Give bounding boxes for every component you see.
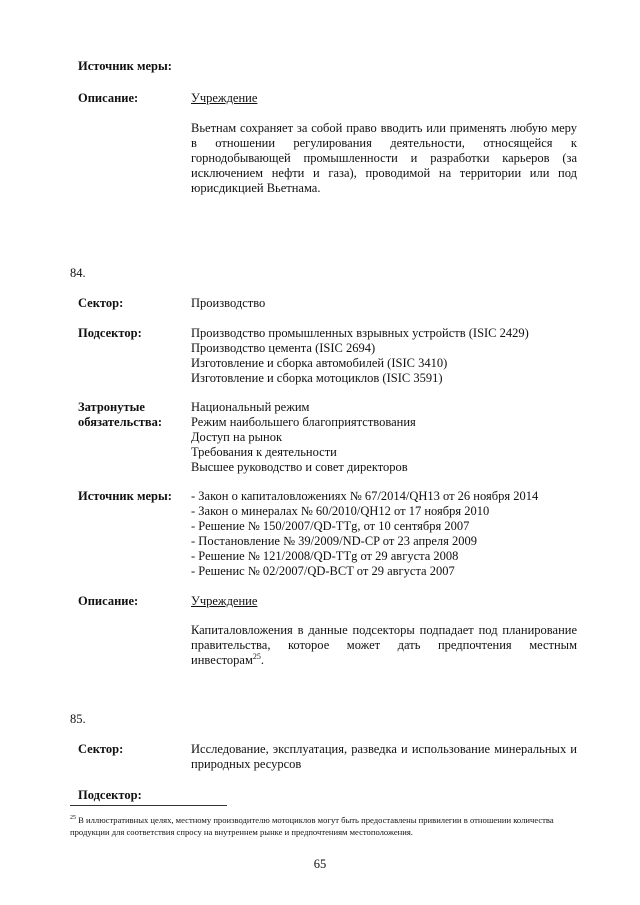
- list-item: Требования к деятельности: [191, 445, 337, 459]
- list-item: Производство цемента (ISIC 2694): [191, 341, 376, 355]
- source-list: [191, 489, 538, 579]
- list-item: Изготовление и сборка автомобилей (ISIC 3410): [191, 356, 448, 370]
- list-item: Высшее руководство и совет директоров: [191, 460, 408, 474]
- sector-label: Сектор:: [78, 296, 124, 310]
- list-item: - Решение № 150/2007/QD-TTg, от 10 сентября 2007: [191, 519, 470, 533]
- obligations-label: Затронутые обязательства:: [78, 400, 163, 429]
- description-heading: Учреждение: [191, 91, 258, 105]
- list-item: Национальный режим: [191, 400, 310, 414]
- list-item: - Закон о капиталовложениях № 67/2014/QH13 от 26 ноября 2014: [191, 489, 539, 503]
- footnote-ref: 25: [252, 651, 261, 661]
- footnote-number: 25: [70, 815, 76, 822]
- description-label: Описание:: [78, 594, 139, 608]
- footnote: $^{25}$ В иллюстративных целях, местному производителю мотоциклов могут быть предоставлены привилегии в отношении количества продукции для соответствия спросу на внутреннем рынке и предпочтениям местоположения.: [70, 815, 554, 837]
- sector-value: Исследование, эксплуатация, разведка и использование минеральных и природных ресурсов: [191, 742, 577, 771]
- description-label: Описание:: [78, 91, 139, 105]
- page-number: 65: [313, 857, 327, 871]
- list-item: Производство промышленных взрывных устройств (ISIC 2429): [191, 326, 529, 340]
- list-item: Доступ на рынок: [191, 430, 283, 444]
- obligations-list: [191, 400, 416, 475]
- list-item: - Решение № 121/2008/QD-TTg от 29 августа 2008: [191, 549, 459, 563]
- entry-number: 84.: [70, 266, 86, 280]
- list-item: - Постановление № 39/2009/ND-CP от 23 апреля 2009: [191, 534, 478, 548]
- description-text: Капиталовложения в данные подсекторы подпадает под планирование правительства, которое может дать предпочтения местным инвесторам$^{25}$.: [191, 623, 577, 667]
- footnote-divider: [70, 805, 227, 806]
- list-item: Режим наибольшего благоприятствования: [191, 415, 416, 429]
- subsector-label: Подсектор:: [78, 788, 142, 802]
- subsector-label: Подсектор:: [78, 326, 142, 340]
- description-heading: Учреждение: [191, 594, 258, 608]
- description-text: Вьетнам сохраняет за собой право вводить или применять любую меру в отношении регулирования деятельности, относящейся к горнодобывающей промышленности и разработки карьеров (за исключением нефти и газа), проводимой на территории или под юрисдикцией Вьетнама.: [191, 121, 577, 195]
- sector-label: Сектор:: [78, 742, 124, 756]
- entry-number: 85.: [70, 712, 86, 726]
- source-label: Источник меры:: [78, 59, 172, 73]
- subsector-list: [191, 326, 529, 386]
- list-item: - Решенис № 02/2007/QD-BCT от 29 августа 2007: [191, 564, 455, 578]
- source-label: Источник меры:: [78, 489, 172, 503]
- sector-value: Производство: [191, 296, 266, 310]
- list-item: - Закон о минералах № 60/2010/QH12 от 17 ноября 2010: [191, 504, 490, 518]
- list-item: Изготовление и сборка мотоциклов (ISIC 3591): [191, 371, 443, 385]
